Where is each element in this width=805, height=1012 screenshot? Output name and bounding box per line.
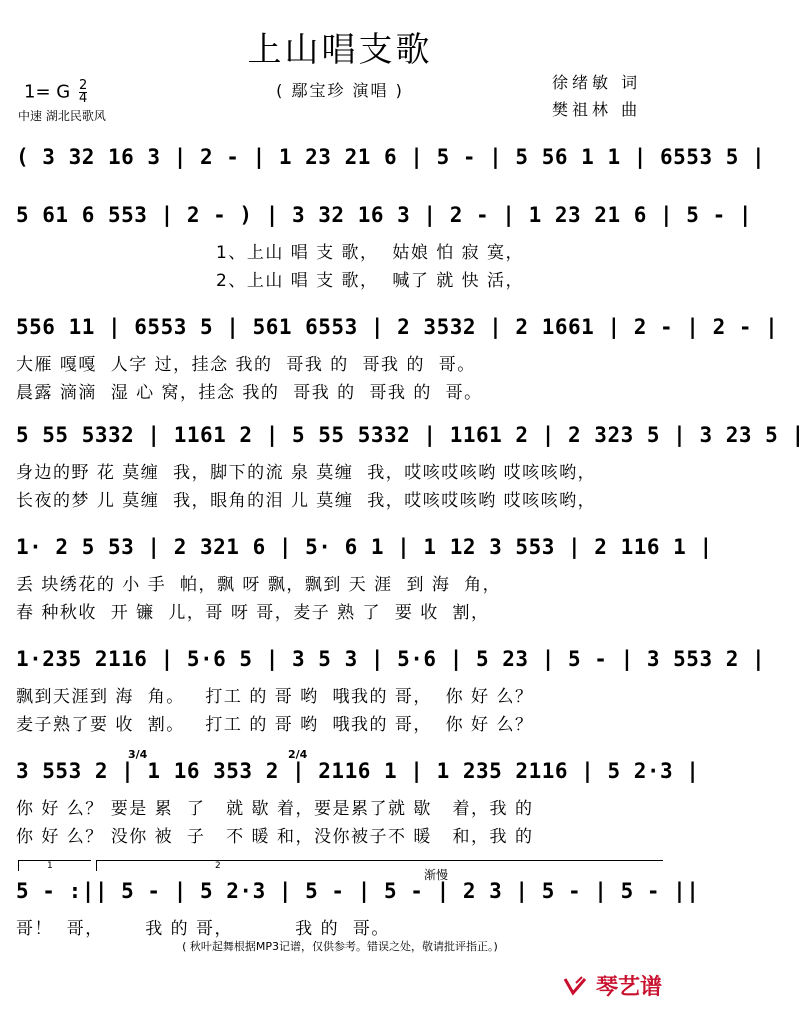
lyric-verse-1: 1、上山 唱 支 歌， 姑娘 怕 寂 寞， [216,243,525,263]
staff-row-4 [16,420,805,511]
staff-row-3 [16,312,779,403]
notation-line: 3 553 2 | 1 16 353 2 | 2116 1 | 1 235 2116 | 5 2·3 | [16,759,700,783]
staff-row-7 [16,748,700,847]
lyricist-credit: 徐绪敏 词 [552,73,642,92]
staff-row-6 [16,644,766,735]
ritardando-marking: 渐慢 [424,868,449,882]
notation-line: 1·235 2116 | 5·6 5 | 3 5 3 | 5·6 | 5 23 | 5 - | 3 553 2 | [16,647,766,671]
second-ending-bracket [96,860,663,871]
lyric-verse-2: 麦子熟了要 收 割。 打工 的 哥 哟 哦我的 哥， 你 好 么？ [16,715,534,735]
ending-number: 2 [215,861,221,871]
lyric-verse-2: 2、上山 唱 支 歌， 喊了 就 快 活， [216,271,525,291]
lyric-verse-1: 哥！ 哥， 我 的 哥， 我 的 哥。 [16,919,390,939]
time-signature [79,80,87,105]
song-title: 上山唱支歌 [247,30,433,70]
key-label: 1= G [24,81,71,103]
composer-credit: 樊祖林 曲 [552,100,642,119]
lyric-verse-2: 春 种秋收 开 镰 儿，哥 呀 哥，麦子 熟 了 要 收 割， [16,603,490,623]
notation-line: 5 61 6 553 | 2 - ) | 3 32 16 3 | 2 - | 1 23 21 6 | 5 - | [16,203,753,227]
notation-line: 556 11 | 6553 5 | 561 6553 | 2 3532 | 2 1661 | 2 - | 2 - | [16,315,779,339]
site-logo [562,970,662,1001]
lyric-verse-2: 晨露 滴滴 湿 心 窝，挂念 我的 哥我 的 哥我 的 哥。 [16,383,483,403]
lyric-verse-2: 长夜的梦 儿 莫缠 我，眼角的泪 儿 莫缠 我，哎咳哎咳哟 哎咳咳哟， [16,491,597,511]
notation-line: 5 55 5332 | 1161 2 | 5 55 5332 | 1161 2 | 2 323 5 | 3 23 5 | [16,423,805,447]
staff-row-1 [16,142,766,182]
singer-credit: ( 鄢宝珍 演唱 ) [276,81,404,100]
logo-icon [562,975,588,997]
staff-row-8 [16,861,700,939]
notation-line: 1· 2 5 53 | 2 321 6 | 5· 6 1 | 1 12 3 553 | 2 116 1 | [16,535,713,559]
lyric-verse-1: 你 好 么？ 要是 累 了 就 歇 着，要是累了就 歇 着，我 的 [16,799,534,819]
notation-line: ( 3 32 16 3 | 2 - | 1 23 21 6 | 5 - | 5 56 1 1 | 6553 5 | [16,145,766,169]
staff-row-5 [16,532,713,623]
time-change-3-4: 3/4 [128,748,148,761]
lyric-verse-1: 丢 块绣花的 小 手 帕，飘 呀 飘，飘到 天 涯 到 海 角， [16,575,502,595]
time-sig-bottom: 4 [78,91,88,106]
time-sig-top: 2 [78,78,88,93]
key-signature [24,80,87,105]
logo-text: 琴艺谱 [595,975,662,1000]
lyric-verse-2: 你 好 么？ 没你 被 子 不 暖 和，没你被子不 暖 和，我 的 [16,827,534,847]
lyric-verse-1: 身边的野 花 莫缠 我，脚下的流 泉 莫缠 我，哎咳哎咳哟 哎咳咳哟， [16,463,597,483]
transcription-note: ( 秋叶起舞根据MP3记谱，仅供参考。错误之处，敬请批评指正。) [182,940,498,953]
time-change-2-4: 2/4 [288,748,308,761]
lyric-verse-1: 飘到天涯到 海 角。 打工 的 哥 哟 哦我的 哥， 你 好 么？ [16,687,534,707]
notation-line: 5 - :|| 5 - | 5 2·3 | 5 - | 5 - | 2 3 | 5 - | 5 - || [16,879,700,903]
staff-row-2 [16,200,753,296]
tempo-marking: 中速 湖北民歌风 [18,109,106,123]
lyric-verse-1: 大雁 嘎嘎 人字 过，挂念 我的 哥我 的 哥我 的 哥。 [16,355,476,375]
ending-number: 1 [47,861,53,871]
first-ending-bracket [18,860,91,871]
